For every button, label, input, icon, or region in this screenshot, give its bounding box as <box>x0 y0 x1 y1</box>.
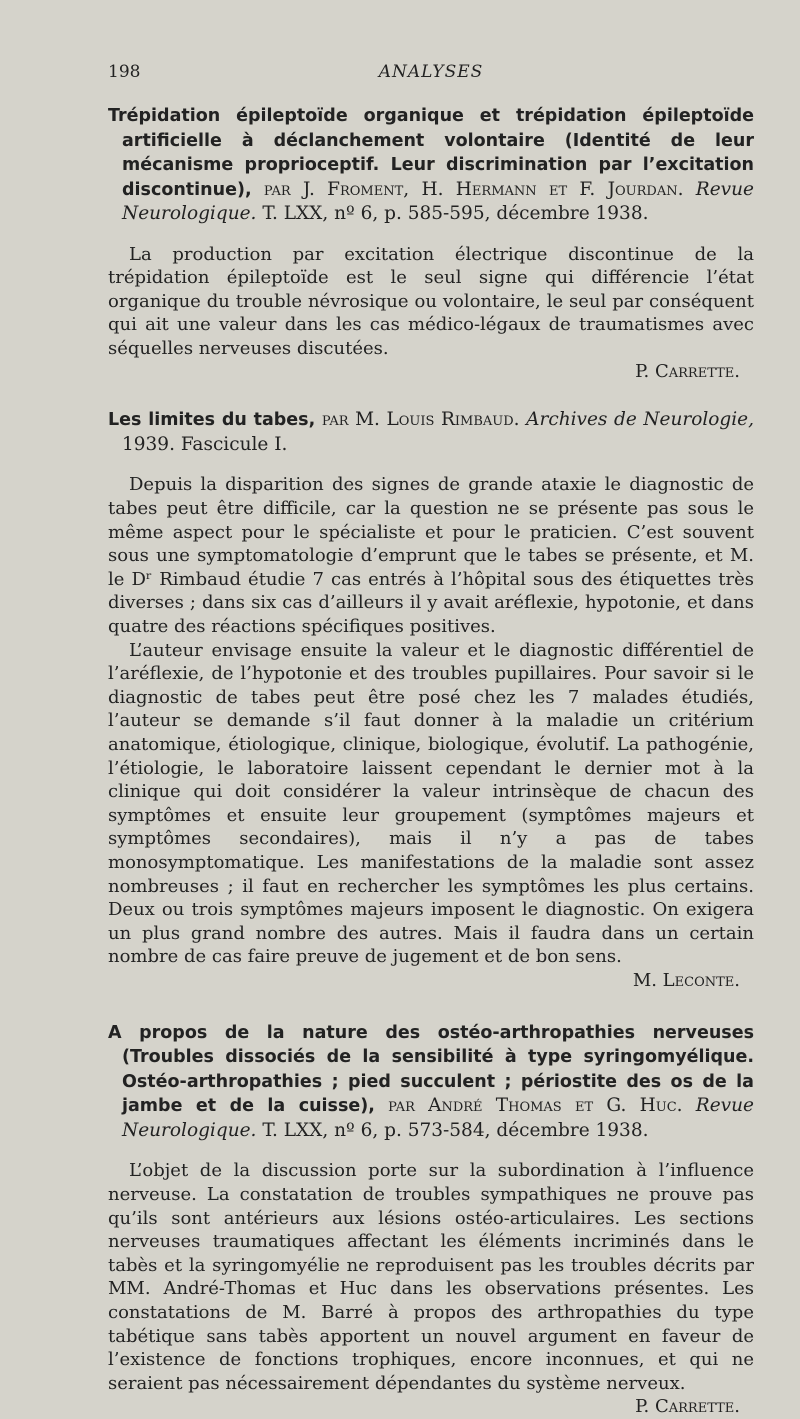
citation: 1939. Fascicule I. <box>122 433 288 455</box>
review-paragraph: La production par excitation électrique discontinue de la trépidation épileptoïde est le seul signe qui différencie l’état organique du trouble névrosique ou volontaire, le seul par conséquent qui ait une valeur dans les cas médico-légaux de traumatismes avec séquelles nerveuses discutées. <box>108 243 754 359</box>
reviewer-signature: P. Carrette. <box>635 1396 740 1418</box>
review-entry-3 <box>108 1021 754 1419</box>
journal-name: Archives de Neurologie, <box>526 409 754 431</box>
page-number: 198 <box>108 62 141 82</box>
running-title: ANALYSES <box>378 62 484 82</box>
review-paragraph: L’auteur envisage ensuite la valeur et le diagnostic différentiel de l’aréflexie, de l’hypotonie et des troubles pupillaires. Pour savoir si le diagnostic de tabes peut être posé chez les 7 malades étudiés, l’auteur se demande s’il faut donner à la maladie un critérium anatomique, étiologique, clinique, biologique, évolutif. La pathogénie, l’étiologie, le laboratoire laissent cependant le dernier mot à la clinique qui doit considérer la valeur intrinsèque de chacun des symptômes et ensuite leur groupement (symptômes majeurs et symptômes secondaires), mais il n’y a pas de tabes monosymptomatique. Les manifestations de la maladie sont assez nombreuses ; il faut en rechercher les symptômes les plus certains. Deux ou trois symptômes majeurs imposent le diagnostic. On exigera un plus grand nombre des autres. Mais il faudra dans un certain nombre de cas faire preuve de jugement et de bon sens. <box>108 639 754 968</box>
entry-heading <box>108 104 754 226</box>
article-title: A propos de la nature des ostéo-arthropathies nerveuses (Troubles dissociés de la sensibilité à type syringomyélique. Ostéo-arthropathies ; pied succulent ; périostite des os de la jambe et de la cuisse), <box>108 1022 754 1117</box>
review-paragraph: L’objet de la discussion porte sur la subordination à l’influence nerveuse. La constatation de troubles sympathiques ne prouve pas qu’ils sont antérieurs aux lésions ostéo-articulaires. Les sections nerveuses traumatiques affectant les éléments incriminés dans le tabès et la syringomyélie ne reproduisent pas les troubles décrits par MM. André-Thomas et Huc dans les observations présentes. Les constatations de M. Barré à propos des arthropathies du type tabétique sans tabès apportent un nouvel argument en faveur de l’existence de fonctions trophiques, encore inconnues, et qui ne seraient pas nécessairement dépendantes du système nerveux. <box>108 1160 754 1394</box>
entry-heading <box>108 408 754 456</box>
journal-name: Revue Neurologique. <box>122 1095 754 1141</box>
article-title: Les limites du tabes, <box>108 410 316 431</box>
article-authors: par J. Froment, H. Hermann et F. Jourdan. <box>263 178 684 200</box>
article-authors: par André Thomas et G. Huc. <box>388 1095 683 1117</box>
entry-heading <box>108 1021 754 1143</box>
reviewer-signature: P. Carrette. <box>635 361 740 383</box>
article-authors: par M. Louis Rimbaud. <box>321 409 520 431</box>
citation: T. LXX, nº 6, p. 585-595, décembre 1938. <box>262 203 649 224</box>
review-paragraph: Depuis la disparition des signes de grande ataxie le diagnostic de tabes peut être difficile, car la question ne se présente pas sous le même aspect pour le spécialiste et pour le praticien. C’est souvent sous une symptomatologie d’emprunt que le tabes se présente, et M. le Dʳ Rimbaud étudie 7 cas entrés à l’hôpital sous des étiquettes très diverses ; dans six cas d’ailleurs il y avait aréflexie, hypotonie, et dans quatre des réactions spécifiques positives. <box>108 474 754 638</box>
running-head <box>108 58 754 88</box>
review-entry-1 <box>108 104 754 384</box>
review-entry-2 <box>108 408 754 992</box>
page <box>108 58 754 1419</box>
journal-name: Revue Neurologique. <box>122 178 754 224</box>
reviewer-signature: M. Leconte. <box>632 969 740 991</box>
citation: T. LXX, nº 6, p. 573-584, décembre 1938. <box>262 1119 649 1141</box>
article-title: Trépidation épileptoïde organique et trépidation épileptoïde artificielle à déclanchement volontaire (Identité de leur mécanisme proprioceptif. Leur discrimination par l’excitation discontinue), <box>108 106 754 200</box>
